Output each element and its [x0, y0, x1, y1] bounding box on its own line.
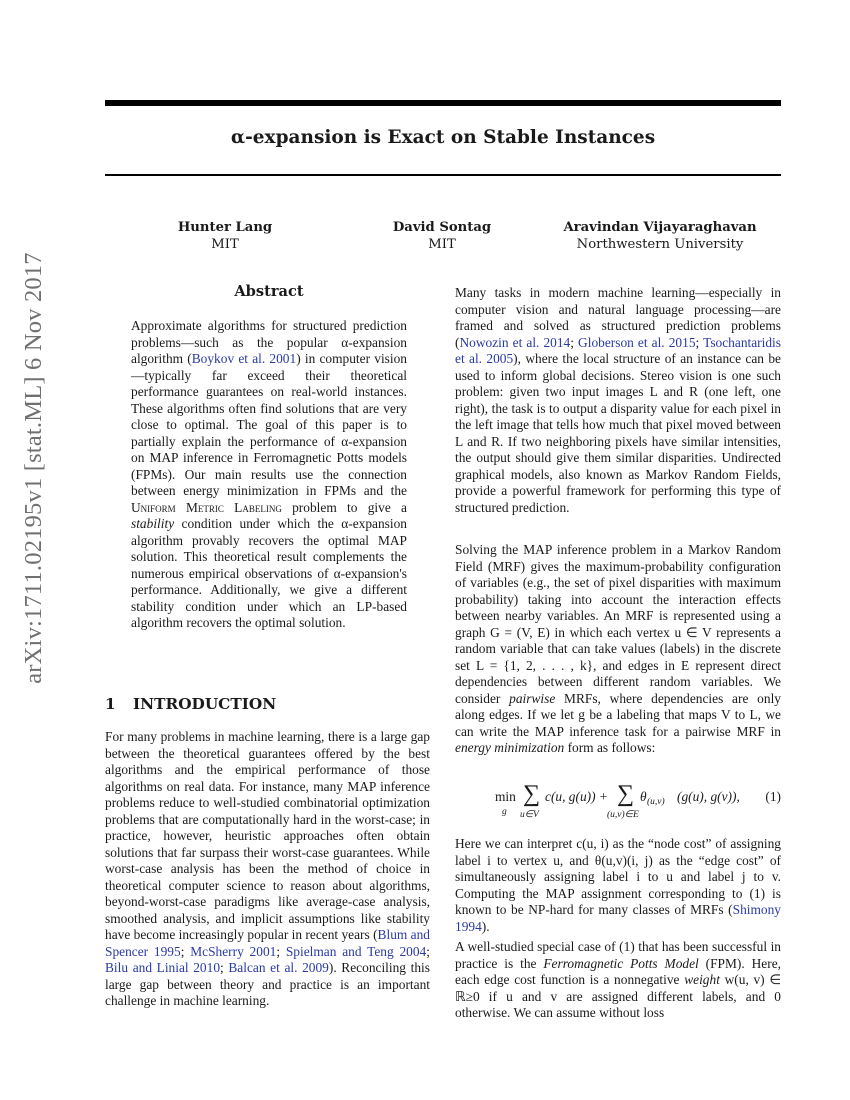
author-affiliation: MIT — [211, 237, 239, 252]
author-block — [155, 219, 295, 253]
author-name: Aravindan Vijayaraghavan — [563, 220, 757, 235]
citation-link[interactable]: Nowozin et al. 2014 — [459, 334, 571, 350]
author-block — [372, 219, 512, 253]
intro-paragraph: For many problems in machine learning, there is a large gap between the theoretical guarantees offered by the best algorithms and the empirical performance of those algorithms on real data. For instance, many MAP inference problems reduce to well-studied combinatorial optimization problems that are computationally hard in the worst-case; in practice, however, heuristic approaches often obtain solutions that far surpass their worst-case guarantees. While worst-case analysis has been the method of choice in theoretical computer science to reason about algorithms, beyond-worst-case paradigms like average-case analysis, smoothed analysis, and implicit assumptions like stability have become increasingly popular in recent years (Blum and Spencer 1995; McSherry 2001; Spielman and Teng 2004; Bilu and Linial 2010; Balcan et al. 2009). Reconciling this large gap between theory and practice is an important challenge in machine learning. — [105, 729, 430, 1008]
author-name: David Sontag — [392, 220, 492, 235]
citation-link[interactable]: Spielman and Teng 2004 — [285, 943, 427, 959]
body-paragraph: Here we can interpret c(u, i) as the “node cost” of assigning label i to vertex u, and θ(u,v)(i, j) as the “edge cost” of simultaneously assigning label i to u and label j to v. Computing the MAP assignment corresponding to (1) is known to be NP-hard for many classes of MRFs (Shimony 1994). — [455, 836, 781, 934]
equation-1: min g ∑ u∈V c(u, g(u)) + ∑ (u,v)∈E θ (u,v) (g(u), g(v)), (1) — [495, 781, 781, 820]
citation-link[interactable]: Bilu and Linial 2010 — [105, 960, 221, 975]
author-block — [560, 219, 760, 253]
equation-number: (1) — [765, 789, 781, 804]
abstract-heading: Abstract — [234, 283, 304, 300]
problem-name: Uniform Metric Labeling — [131, 499, 282, 515]
author-name: Hunter Lang — [177, 220, 273, 235]
citation-link[interactable]: Shimony 1994 — [455, 902, 781, 934]
author-affiliation: MIT — [428, 237, 456, 252]
body-paragraph: Solving the MAP inference problem in a Markov Random Field (MRF) gives the maximum-probability configuration of variables (e.g., the set of pixel disparities with maximum probability) taking into account the interaction effects between nearby variables. An MRF is represented using a graph G = (V, E) in which each vertex u ∈ V represents a random variable that can take values (labels) in the discrete set L = {1, 2, . . . , k}, and edges in E represent direct dependencies between different random variables. We consider pairwise MRFs, where dependencies are only along edges. If we let g be a labeling that maps V to L, we can write the MAP inference task for a pairwise MRF in energy minimization form as follows: — [455, 542, 781, 755]
title-bottom-rule — [105, 174, 781, 176]
title-top-rule — [105, 100, 781, 106]
author-affiliation: Northwestern University — [576, 237, 744, 252]
citation-link[interactable]: Globerson et al. 2015 — [578, 334, 696, 350]
body-paragraph: Many tasks in modern machine learning—especially in computer vision and natural language processing—are framed and solved as structured prediction problems (Nowozin et al. 2014; Globerson et al. 2015; Tsochantaridis et al. 2005), where the local structure of an instance can be used to inform global decisions. Stereo vision is one such problem: given two input images L and R (one left, one right), the task is to output a disparity value for each pixel in the left image that tells how much that pixel moved between L and R. If two neighboring pixels have similar intensities, the output should give them similar disparities. Undirected graphical models, also known as Markov Random Fields, provide a powerful framework for performing this type of structured prediction. — [455, 285, 781, 515]
paper-title: α-expansion is Exact on Stable Instances — [230, 127, 656, 148]
citation-link[interactable]: Boykov et al. 2001 — [191, 351, 297, 366]
citation-link[interactable]: McSherry 2001 — [190, 943, 277, 959]
citation-link[interactable]: Tsochantaridis et al. 2005 — [455, 334, 781, 366]
abstract-text: Approximate algorithms for structured prediction problems—such as the popular α-expansion algorithm (Boykov et al. 2001) in computer vision—typically far exceed their theoretical performance guarantees on real-world instances. These algorithms often find solutions that are very close to optimal. The goal of this paper is to partially explain the performance of α-expansion on MAP inference in Ferromagnetic Potts models (FPMs). Our main results use the connection between energy minimization in FPMs and the Uniform Metric Labeling problem to give a stability condition under which the α-expansion algorithm provably recovers the optimal MAP solution. This theoretical result complements the numerous empirical observations of α-expansion's performance. Additionally, we give a different stability condition under which an LP-based algorithm recovers the optimal solution. — [131, 318, 407, 630]
arxiv-identifier-stamp: arXiv:1711.02195v1 [stat.ML] 6 Nov 2017 — [20, 252, 47, 684]
citation-link[interactable]: Blum and Spencer 1995 — [105, 927, 430, 959]
body-paragraph: A well-studied special case of (1) that has been successful in practice is the Ferromagnetic Potts Model (FPM). Here, each edge cost function is a nonnegative weight w(u, v) ∈ ℝ≥0 if u and v are assigned different labels, and 0 otherwise. We can assume without loss — [455, 939, 782, 1020]
citation-link[interactable]: Balcan et al. 2009 — [228, 960, 329, 975]
section-heading-introduction: 1 INTRODUCTION — [105, 695, 277, 713]
